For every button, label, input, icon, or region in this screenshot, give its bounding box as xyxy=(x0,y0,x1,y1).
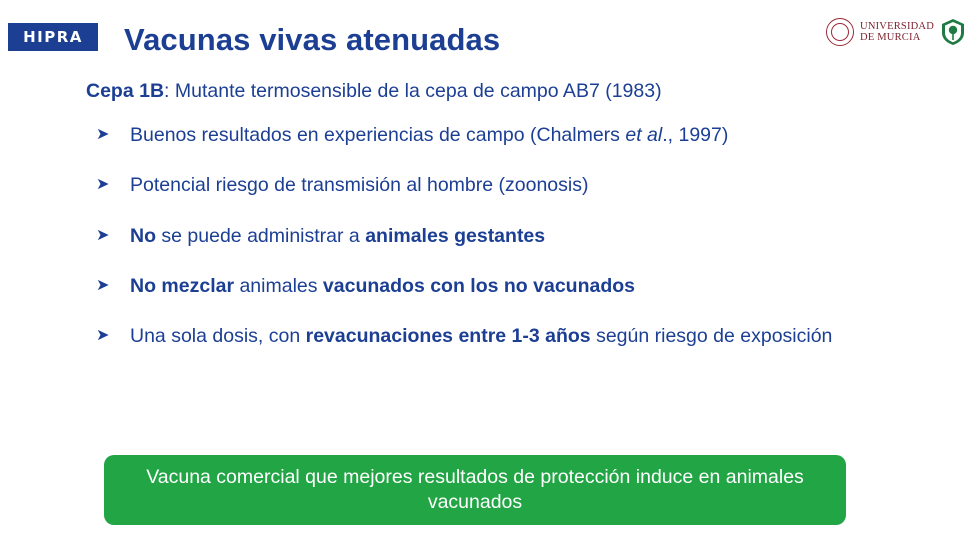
arrow-bullet-icon: ➤ xyxy=(96,274,110,294)
list-item-no-mezclar xyxy=(96,273,896,299)
hipra-logo xyxy=(8,23,98,51)
university-seal-icon xyxy=(826,18,854,46)
bullet-list xyxy=(96,122,896,374)
list-item-campo xyxy=(96,122,896,148)
university-logo-text xyxy=(860,21,934,43)
conclusion-callout xyxy=(104,455,846,525)
list-item-text: Buenos resultados en experiencias de campo (Chalmers et al., 1997) xyxy=(130,124,729,146)
subtitle-description: : Mutante termosensible de la cepa de campo AB7 (1983) xyxy=(164,80,662,102)
list-item-text: No se puede administrar a animales gestantes xyxy=(130,224,546,247)
arrow-bullet-icon: ➤ xyxy=(96,224,110,244)
conclusion-callout-text: Vacuna comercial que mejores resultados de protección induce en animales vacunados xyxy=(146,465,804,513)
list-item-zoonosis xyxy=(96,172,896,198)
list-item-text: No mezclar animales vacunados con los no vacunados xyxy=(130,274,635,297)
list-item-dosis xyxy=(96,323,896,349)
list-item-gestantes xyxy=(96,223,896,249)
university-name-line1: UNIVERSIDAD xyxy=(860,20,934,32)
veterinary-emblem-icon xyxy=(940,18,966,46)
arrow-bullet-icon: ➤ xyxy=(96,325,110,345)
hipra-logo-text: HIPRA xyxy=(23,28,83,46)
slide-subtitle xyxy=(86,80,662,103)
arrow-bullet-icon: ➤ xyxy=(96,174,110,194)
slide-title: Vacunas vivas atenuadas xyxy=(124,22,501,57)
list-item-text: Una sola dosis, con revacunaciones entre 1-3 años según riesgo de exposición xyxy=(130,325,833,348)
subtitle-strain-label: Cepa 1B xyxy=(86,80,165,102)
arrow-bullet-icon: ➤ xyxy=(96,124,110,143)
university-logo xyxy=(826,18,966,46)
university-name-line2: DE MURCIA xyxy=(860,32,921,43)
list-item-text: Potencial riesgo de transmisión al hombre (zoonosis) xyxy=(130,174,589,197)
